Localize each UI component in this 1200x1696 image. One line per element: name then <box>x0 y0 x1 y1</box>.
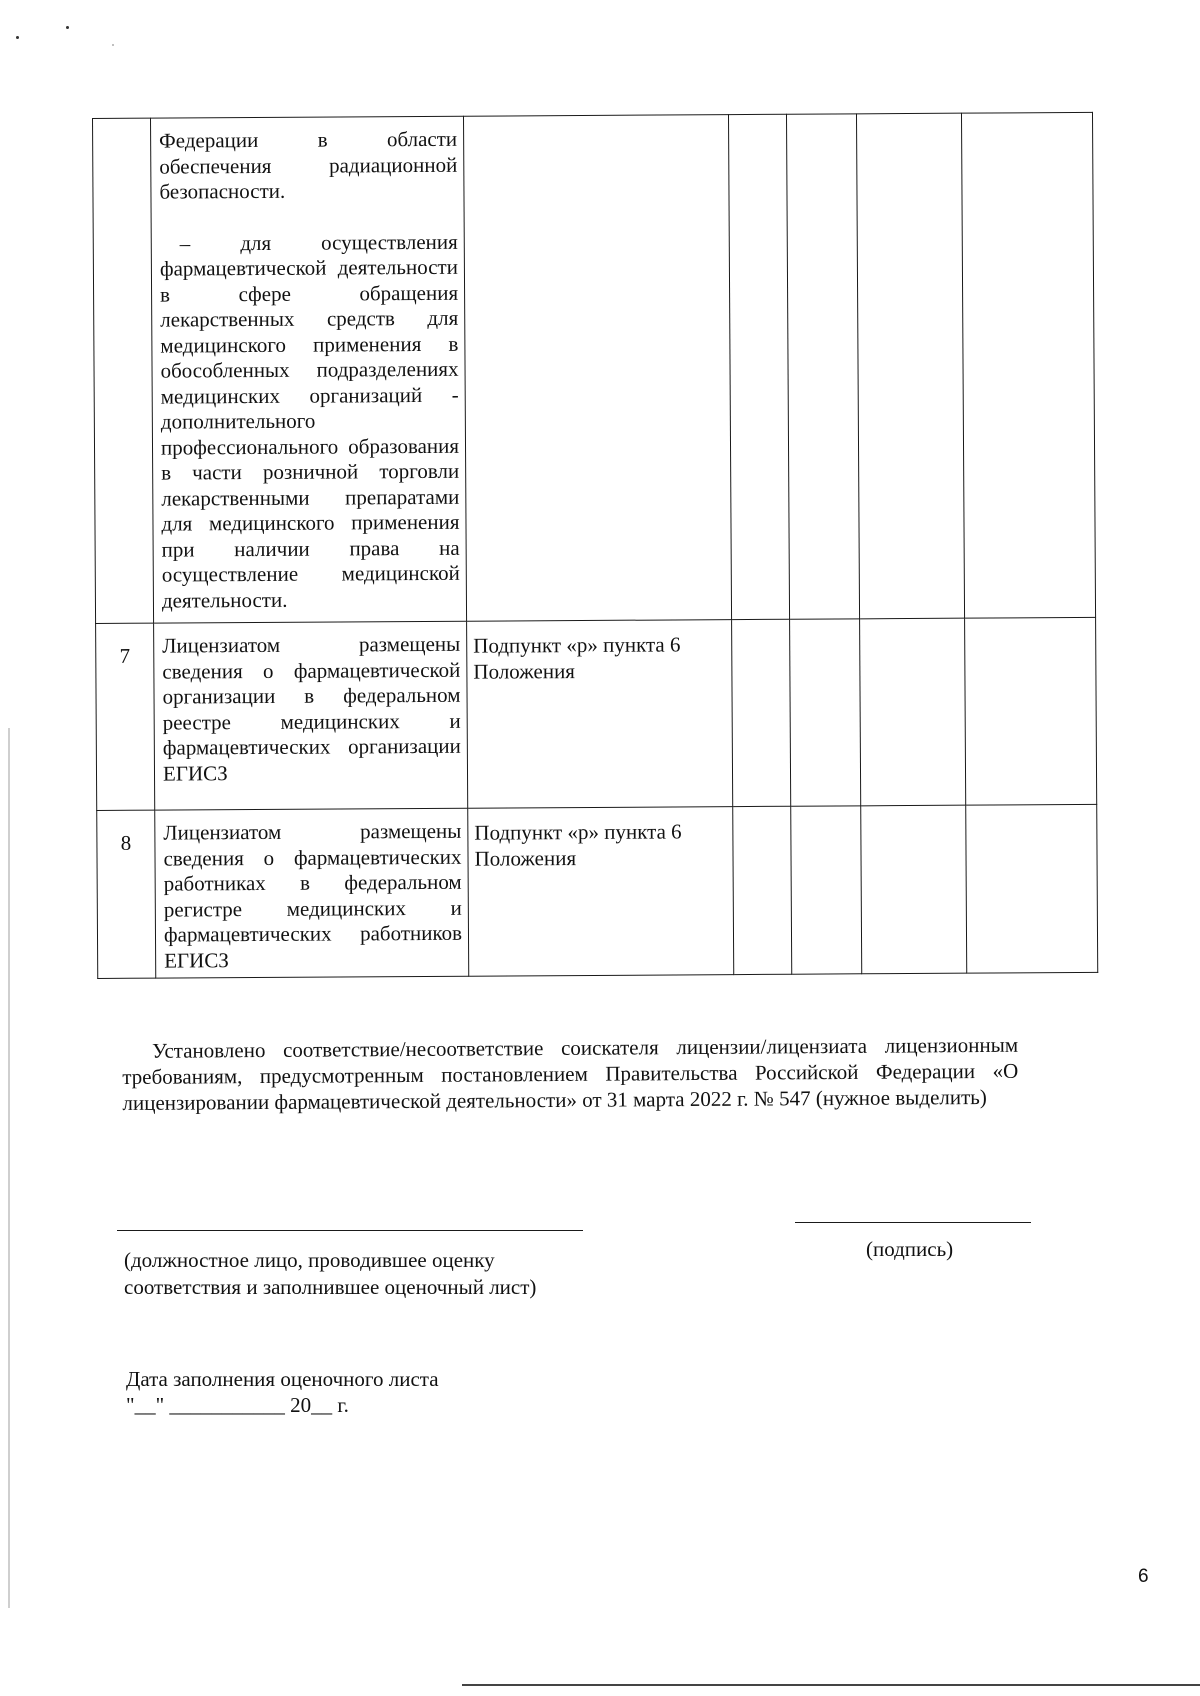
row-number-cell <box>93 118 154 623</box>
page-number: 6 <box>1138 1566 1149 1587</box>
assessment-cell <box>791 806 862 974</box>
table-row <box>97 804 1098 978</box>
assessment-cell <box>961 112 1095 618</box>
reference-cell <box>463 115 731 622</box>
requirement-cell: Лицензиатом размещены сведения о фармацевтических работниках в федеральном регистре медицинских и фармацевтических работников ЕГИСЗ <box>155 808 469 978</box>
signature-caption: (подпись) <box>866 1237 954 1261</box>
official-caption-line: (должностное лицо, проводившее оценку <box>124 1248 495 1272</box>
scan-speck <box>16 36 19 39</box>
reference-cell: Подпункт «р» пункта 6 Положения <box>468 807 734 977</box>
scan-edge-mark <box>8 728 10 1608</box>
date-template: "__" ___________ 20__ г. <box>126 1393 349 1417</box>
assessment-cell <box>966 804 1098 973</box>
table-row <box>93 112 1096 623</box>
conclusion-paragraph: Установлено соответствие/несоответствие соискателя лицензии/лицензиата лицензионным требованиям, предусмотренным постановлением Правительства Российской Федерации «О лицензировании фармацевтической деятельности» от 31 марта 2022 г. № 547 (нужное выделить) <box>122 1032 1019 1115</box>
signature-line <box>795 1222 1031 1223</box>
requirement-cell <box>151 116 467 623</box>
official-signature-line <box>117 1230 583 1231</box>
assessment-cell <box>786 114 859 619</box>
official-caption <box>124 1247 644 1301</box>
assessment-cell <box>861 805 967 974</box>
official-caption-line: соответствия и заполнившее оценочный лист) <box>124 1275 537 1299</box>
assessment-cell <box>965 617 1097 805</box>
assessment-table <box>92 112 1098 979</box>
scan-speck <box>112 44 114 46</box>
requirement-cell: Лицензиатом размещены сведения о фармацевтической организации в федеральном реестре медицинских и фармацевтических организации ЕГИСЗ <box>154 621 468 810</box>
assessment-cell <box>860 618 966 806</box>
assessment-cell <box>732 619 791 806</box>
assessment-cell <box>733 806 792 974</box>
bottom-rule <box>462 1684 1200 1686</box>
requirement-text: Федерации в области обеспечения радиационной безопасности. <box>159 126 458 204</box>
assessment-cell <box>856 113 964 619</box>
row-number-cell: 7 <box>96 623 155 810</box>
row-number-cell: 8 <box>97 810 156 978</box>
date-label: Дата заполнения оценочного листа <box>126 1367 439 1391</box>
assessment-cell <box>790 619 861 806</box>
table-row <box>96 617 1097 810</box>
reference-cell: Подпункт «р» пункта 6 Положения <box>467 620 733 809</box>
assessment-cell <box>728 114 789 619</box>
requirement-text: – для осуществления фармацевтической деятельности в сфере обращения лекарственных средств для медицинского применения в обособленных подразделениях медицинских организаций - дополнительного профессионального образования в части розничной торговли лекарственными препаратами для медицинского применения при наличии права на осуществление медицинской деятельности. <box>159 229 460 613</box>
scan-speck <box>66 26 69 29</box>
